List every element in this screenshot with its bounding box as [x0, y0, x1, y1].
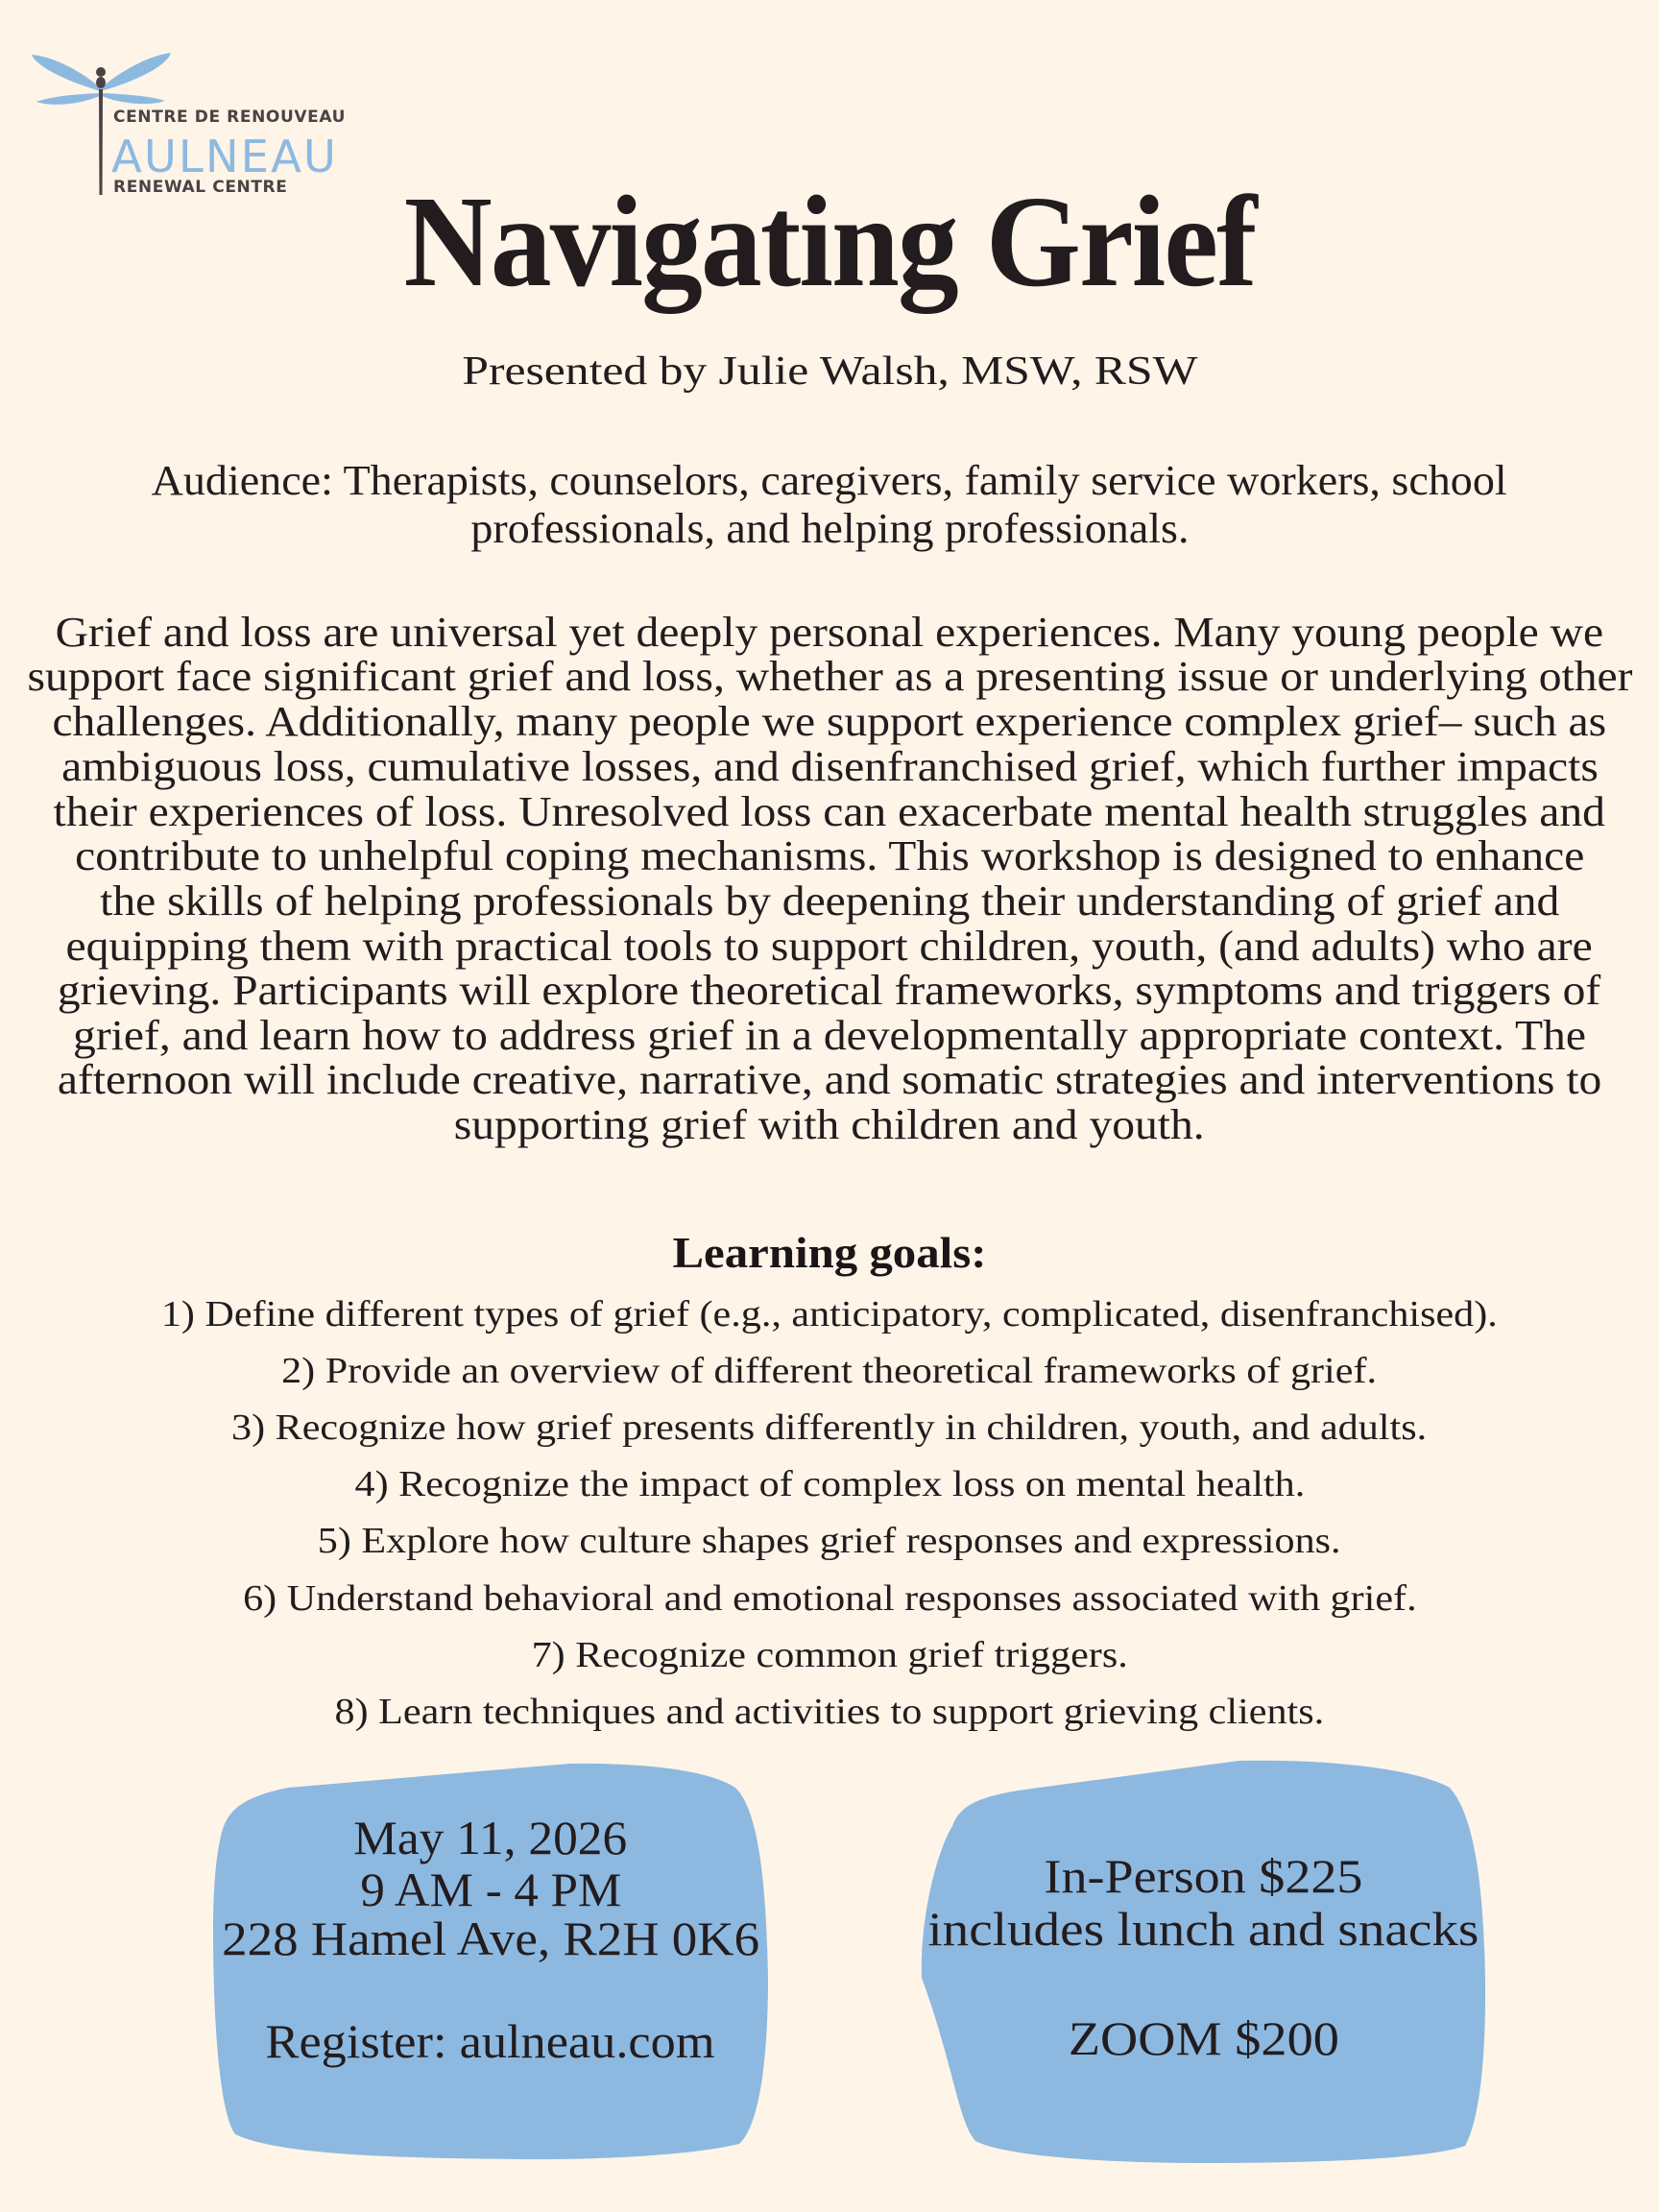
event-address [213, 1912, 768, 1964]
learning-goal-text: 2) Provide an overview of different theoretical frameworks of grief. [281, 1351, 1378, 1392]
learning-goals-heading: Learning goals: [672, 1228, 987, 1277]
logo-name: AULNEAU [111, 131, 338, 182]
description-line-text: contribute to unhelpful coping mechanisms. This workshop is designed to enhance [74, 832, 1585, 879]
description-line-text: Grief and loss are universal yet deeply personal experiences. Many young people we [55, 609, 1604, 656]
event-time-text: 9 AM - 4 PM [359, 1863, 621, 1916]
in-person-note-text: includes lunch and snacks [927, 1902, 1479, 1956]
description-line-text: the skills of helping professionals by deepening their understanding of grief and [99, 878, 1560, 925]
event-date [213, 1812, 768, 1863]
description-line-text: support face significant grief and loss, whether as a presenting issue or underlying other [27, 653, 1632, 700]
presenter-text: Presented by Julie Walsh, MSW, RSW [461, 349, 1197, 394]
audience-line-text: Audience: Therapists, counselors, caregivers, family service workers, school [152, 457, 1507, 504]
description-line-text: their experiences of loss. Unresolved loss can exacerbate mental health struggles and [53, 788, 1606, 835]
event-time [213, 1863, 768, 1915]
learning-goal-text: 7) Recognize common grief triggers. [531, 1634, 1128, 1675]
zoom-price [922, 2012, 1485, 2064]
description-line-text: grieving. Participants will explore theoretical frameworks, symptoms and triggers of [58, 967, 1601, 1014]
description-line-text: grief, and learn how to address grief in a developmentally appropriate context. The [73, 1012, 1586, 1059]
learning-goal-text: 5) Explore how culture shapes grief responses and expressions. [318, 1521, 1341, 1562]
learning-goal-text: 8) Learn techniques and activities to support grieving clients. [334, 1691, 1325, 1732]
description-line-text: ambiguous loss, cumulative losses, and disenfranchised grief, which further impacts [60, 743, 1599, 790]
description-line-text: challenges. Additionally, many people we support experience complex grief– such as [52, 698, 1607, 745]
zoom-price-text: ZOOM $200 [1068, 2011, 1339, 2065]
event-address-text: 228 Hamel Ave, R2H 0K6 [222, 1911, 759, 1965]
audience-line-text: professionals, and helping professionals. [469, 505, 1190, 552]
register-link-text[interactable]: Register: aulneau.com [265, 2014, 715, 2068]
learning-goal-text: 3) Recognize how grief presents differently in children, youth, and adults. [231, 1407, 1428, 1449]
description-line-text: equipping them with practical tools to support children, youth, (and adults) who are [65, 923, 1594, 970]
learning-goal-text: 1) Define different types of grief (e.g., anticipatory, complicated, disenfranchised). [161, 1294, 1498, 1334]
logo-top-text: CENTRE DE RENOUVEAU [113, 108, 346, 127]
in-person-price [922, 1850, 1485, 1902]
learning-goal-text: 6) Understand behavioral and emotional responses associated with grief. [242, 1577, 1417, 1619]
learning-goal-text: 4) Recognize the impact of complex loss on mental health. [354, 1464, 1305, 1505]
register-link[interactable] [213, 2015, 768, 2067]
in-person-note [922, 1903, 1485, 1955]
description-line-text: supporting grief with children and youth. [454, 1101, 1205, 1148]
logo-bottom-text: RENEWAL CENTRE [113, 178, 288, 197]
description-line-text: afternoon will include creative, narrative, and somatic strategies and interventions to [57, 1056, 1602, 1103]
page-title: Navigating Grief [403, 170, 1256, 314]
pricing-info-blob [922, 1761, 1485, 2163]
in-person-price-text: In-Person $225 [1044, 1849, 1363, 1903]
event-date-text: May 11, 2026 [353, 1811, 628, 1864]
